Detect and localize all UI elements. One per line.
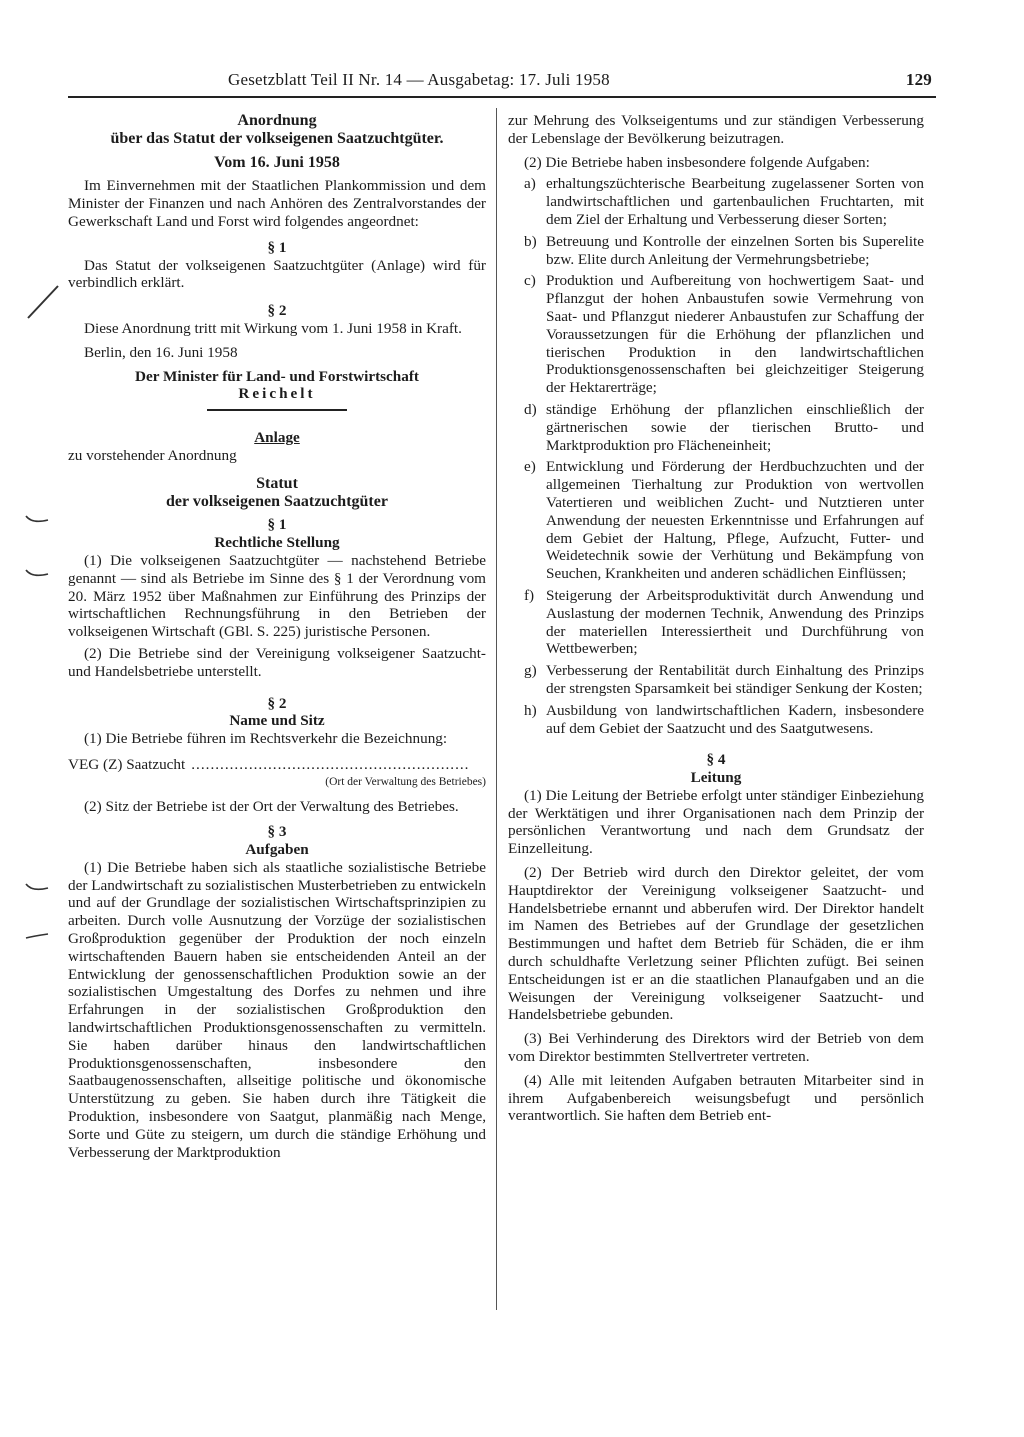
decree-intro: Im Einvernehmen mit der Staatlichen Plankommission und dem Minister der Finanzen und nach Anhören des Zentralvorstandes der Gewerkschaft Land und Forst wird folgendes angeordnet:: [68, 177, 486, 230]
decree-title: Anordnung: [237, 112, 317, 129]
designation-prefix: VEG (Z) Saatzucht: [68, 755, 186, 773]
paragraph: (3) Bei Verhinderung des Direktors wird der Betrieb von dem vom Direktor bestimmten Stellvertreter vertreten.: [508, 1030, 924, 1066]
paragraph: (4) Alle mit leitenden Aufgaben betrauten Mitarbeiter sind in ihrem Aufgabenbereich weisungsbefugt und persönlich verantwortlich. Sie haften dem Betrieb ent-: [508, 1071, 924, 1125]
right-column: [508, 112, 924, 1129]
paragraph: (2) Die Betriebe sind der Vereinigung volkseigener Saatzucht- und Handelsbetriebe unterstellt.: [68, 644, 486, 680]
section-heading: § 1: [267, 516, 287, 534]
decree-subtitle: über das Statut der volkseigenen Saatzuchtgüter.: [110, 129, 444, 147]
list-item-text: Entwicklung und Förderung der Herdbuchzuchten und der allgemeinen Tierhaltung zur Produktion von wertvollen Vatertieren und weiblichen Zucht- und Nutztieren unter Anwendung der neuesten Erkenntnisse und Erfahrungen auf dem Gebiet der Haltung, Pflege, Aufzucht, Futter- und Weidetechnik sowie der Verhütung und Bekämpfung von Seuchen, Krankheiten und anderen schädlichen Einflüssen;: [546, 458, 924, 583]
section-text: Diese Anordnung tritt mit Wirkung vom 1. Juni 1958 in Kraft.: [84, 319, 462, 337]
section-heading: § 3: [267, 823, 287, 841]
list-item-text: Produktion und Aufbereitung von hochwertigem Saat- und Pflanzgut der hohen Anbaustufen sowie Vermehrung von Saat- und Pflanzgut niederer Anbaustufen zur Schaffung der Voraussetzungen für die Erhöhung der pflanzlichen und tierischen Produktion in den landwirtschaftlichen Produktionsgenossenschaften bei gleichzeitiger Steigerung der Hektarerträge;: [546, 272, 924, 397]
section-title: Aufgaben: [245, 841, 309, 859]
list-item-label: e): [524, 458, 536, 476]
signature-rule: [207, 409, 347, 411]
margin-tick-mark: [22, 512, 52, 528]
paragraph: (1) Die Betriebe führen im Rechtsverkehr die Bezeichnung:: [84, 730, 448, 748]
decree-date: Vom 16. Juni 1958: [214, 153, 340, 171]
margin-tick-mark: [22, 880, 52, 896]
page-number: 129: [905, 70, 932, 89]
list-item-text: ständige Erhöhung der pflanzlichen einschließlich der gärtnerischen sowie der tierischen Brutto- und Marktproduktion pro Flächeneinheit;: [546, 400, 924, 454]
designation-blank: ..........................................................: [191, 755, 470, 773]
section-heading: § 2: [267, 694, 287, 712]
designation-caption: (Ort der Verwaltung des Betriebes): [325, 775, 486, 788]
list-item-label: b): [524, 232, 537, 250]
list-item-label: c): [524, 272, 536, 290]
signatory-title: Der Minister für Land- und Forstwirtschaft: [135, 367, 419, 385]
paragraph: (2) Der Betrieb wird durch den Direktor geleitet, der vom Hauptdirektor der Vereinigung volkseigener Saatzucht- und Handelsbetriebe ernannt und abberufen wird. Der Direktor handelt im Namen des Betriebes auf der Grundlage der gesetzlichen Bestimmungen und haftet dem Betrieb für Schäden, die er ihm durch schuldhafte Verletzung seiner Pflichten zufügt. Bei seinen Entscheidungen ist er an die staatlichen Planaufgaben und an die Weisungen der Vereinigung volkseigener Saatzucht- und Handelsbetriebe gebunden.: [508, 864, 924, 1024]
section-heading: § 1: [267, 238, 287, 256]
list-item-label: a): [524, 175, 536, 193]
section-title: Rechtliche Stellung: [214, 534, 340, 552]
designation-line: [68, 756, 486, 774]
margin-slash-mark: [22, 282, 62, 322]
section-title: Leitung: [690, 769, 742, 787]
paragraph: (1) Die volkseigenen Saatzuchtgüter — nachstehend Betriebe genannt — sind als Betriebe im Sinne des § 1 der Verordnung vom 20. März 1952 über Maßnahmen zur Einführung des Prinzips der wirtschaftlichen Rechnungsführung in den Betrieben der volkseigenen Wirtschaft (GBl. S. 225) juristische Personen.: [68, 551, 486, 641]
paragraph: (1) Die Betriebe haben sich als staatliche sozialistische Betriebe der Landwirtschaft zu sozialistischen Musterbetrieben zu entwickeln und auf der Grundlage der sozialistischen Wirtschaftsprinzipien zu arbeiten. Durch volle Ausnutzung der Vorzüge der sozialistischen Großproduktion gegenüber der Produktion der noch einzeln wirtschaftenden Bauern haben sie entscheidenden Anteil an der Entwicklung der genossenschaftlichen Produktion sowie an der sozialistischen Umgestaltung des Dorfes zu nehmen und ihre Erfahrungen in der sozialistischen Großproduktion den landwirtschaftlichen Produktionsgenossenschaften zu vermitteln. Sie haben darüber hinaus den landwirtschaftlichen Produktionsgenossenschaften, insbesondere den Saatbaugenossenschaften, allseitige politische und ökonomische Unterstützung zu geben. Sie haben durch ihre Tätigkeit die Produktion, insbesondere von Saatgut, planmäßig nach Menge, Sorte und Güte zu steigern, um durch die ständige Erhöhung und Verbesserung der Marktproduktion: [68, 858, 486, 1161]
list-item: [508, 233, 924, 269]
list-item: [508, 272, 924, 397]
list-item-text: erhaltungszüchterische Bearbeitung zugelassener Sorten von landwirtschaftlichen und gartenbaulichen Fruchtarten, mit dem Ziel der Erhaltung und Verbesserung dieser Sorten;: [546, 175, 924, 228]
list-item-label: g): [524, 662, 537, 680]
running-title: Gesetzblatt Teil II Nr. 14 — Ausgabetag: 17. Juli 1958: [228, 70, 610, 89]
list-item-text: Steigerung der Arbeitsproduktivität durch Anwendung und Auslastung der modernen Technik, Anwendung des Prinzips der materiellen Interessiertheit und Durchführung von Wettbewerben;: [546, 586, 924, 658]
statute-subtitle: der volkseigenen Saatzuchtgüter: [166, 492, 388, 510]
paragraph: (2) Die Betriebe haben insbesondere folgende Aufgaben:: [524, 153, 870, 171]
list-item-text: Betreuung und Kontrolle der einzelnen Sorten bis Superelite bzw. Elite durch Anleitung der Vermehrungsbetriebe;: [546, 232, 924, 268]
list-item: [508, 702, 924, 738]
list-item-label: f): [524, 586, 535, 604]
list-item: [508, 662, 924, 698]
paragraph: (2) Sitz der Betriebe ist der Ort der Verwaltung des Betriebes.: [84, 797, 459, 815]
statute-title: Statut: [256, 474, 298, 492]
list-item: [508, 587, 924, 658]
paragraph: (1) Die Leitung der Betriebe erfolgt unter ständiger Einbeziehung der Werktätigen und ihrer Organisationen nach dem Prinzip der persönlichen Verantwortung und nach dem Grundsatz der Einzelleitung.: [508, 786, 924, 858]
margin-tick-mark: [22, 566, 52, 582]
list-item-text: Ausbildung von landwirtschaftlichen Kadern, insbesondere auf dem Gebiet der Saatzucht und des Saatgutwesens.: [546, 701, 924, 737]
list-item: [508, 175, 924, 228]
list-item-label: h): [524, 701, 537, 719]
signatory-name: Reichelt: [238, 385, 316, 403]
left-column: [68, 112, 486, 1165]
margin-tick-mark: [22, 930, 52, 946]
header-rule: [68, 96, 936, 98]
list-item-label: d): [524, 400, 537, 418]
section-title: Name und Sitz: [229, 712, 325, 730]
annex-subtitle: zu vorstehender Anordnung: [68, 446, 237, 464]
section-heading: § 2: [267, 302, 287, 320]
list-item-text: Verbesserung der Rentabilität durch Einhaltung des Prinzips der strengsten Sparsamkeit bei ständiger Senkung der Kosten;: [546, 662, 924, 697]
annex-heading: Anlage: [254, 429, 300, 447]
section-heading: § 4: [706, 751, 726, 769]
column-divider: [496, 108, 497, 1310]
list-item: [508, 458, 924, 583]
section-text: Das Statut der volkseigenen Saatzuchtgüter (Anlage) wird für verbindlich erklärt.: [68, 256, 486, 292]
paragraph-continued: zur Mehrung des Volkseigentums und zur ständigen Verbesserung der Lebenslage der Bevölkerung beizutragen.: [508, 112, 924, 147]
list-item: [508, 401, 924, 454]
page-header: [68, 70, 932, 94]
place-date: Berlin, den 16. Juni 1958: [84, 343, 238, 361]
